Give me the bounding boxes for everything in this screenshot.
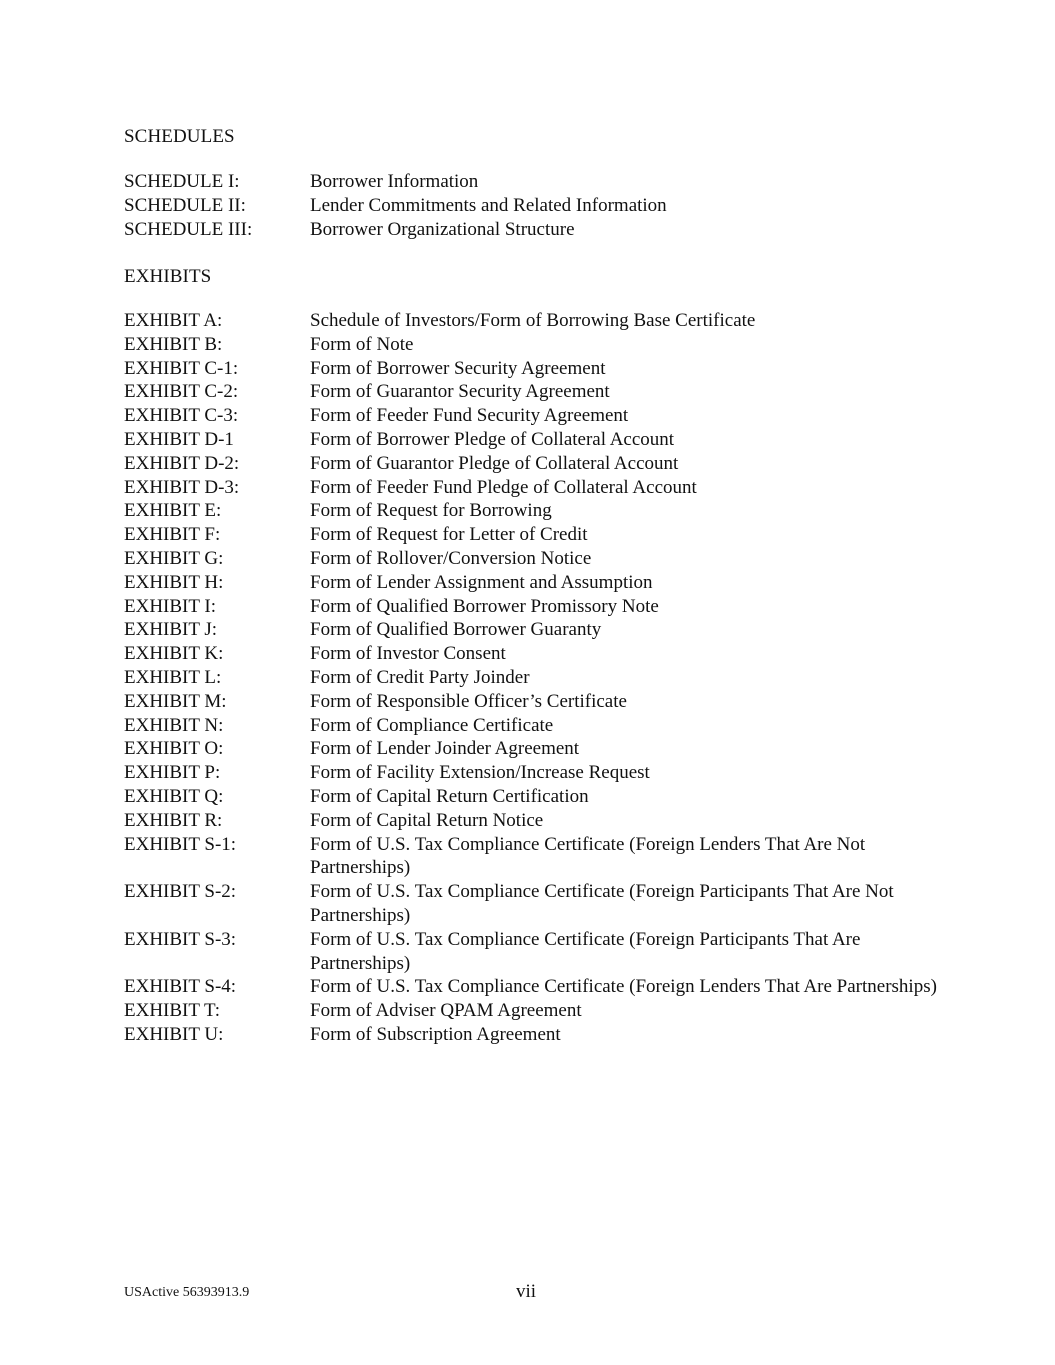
exhibit-label: EXHIBIT B: [124, 333, 223, 355]
exhibit-description: Form of U.S. Tax Compliance Certificate (Foreign Participants That Are Not Partnerships) [310, 881, 894, 926]
exhibit-description: Form of U.S. Tax Compliance Certificate (Foreign Lenders That Are Partnerships) [310, 976, 937, 998]
exhibit-label: EXHIBIT U: [124, 1023, 224, 1045]
exhibit-label: EXHIBIT H: [124, 571, 224, 593]
exhibit-description: Form of Guarantor Pledge of Collateral Account [310, 452, 679, 474]
exhibit-description: Form of Note [310, 333, 414, 355]
schedule-description: Borrower Information [310, 171, 479, 192]
schedule-label: SCHEDULE II: [124, 194, 246, 216]
exhibit-entry [124, 880, 944, 928]
exhibit-label: EXHIBIT S-1: [124, 833, 237, 855]
exhibit-description: Form of Borrower Pledge of Collateral Account [310, 428, 675, 450]
exhibit-entry [124, 571, 944, 595]
exhibit-label: EXHIBIT T: [124, 1000, 220, 1022]
exhibit-label: EXHIBIT S-3: [124, 928, 237, 950]
schedule-entry [124, 218, 944, 242]
exhibit-label: EXHIBIT Q: [124, 785, 224, 807]
schedule-description: Lender Commitments and Related Information [310, 194, 667, 216]
exhibit-label: EXHIBIT M: [124, 690, 227, 712]
exhibit-description: Form of Facility Extension/Increase Request [310, 762, 650, 784]
exhibit-label: EXHIBIT N: [124, 714, 224, 736]
exhibit-label: EXHIBIT C-3: [124, 405, 239, 427]
exhibit-label: EXHIBIT C-2: [124, 381, 239, 403]
exhibit-label: EXHIBIT R: [124, 809, 223, 831]
exhibit-label: EXHIBIT G: [124, 547, 224, 569]
schedule-description: Borrower Organizational Structure [310, 218, 575, 240]
exhibit-entry [124, 975, 944, 999]
exhibit-entry [124, 999, 944, 1023]
exhibit-label: EXHIBIT D-2: [124, 452, 240, 474]
exhibit-entry [124, 428, 944, 452]
exhibit-entry [124, 380, 944, 404]
exhibit-entry [124, 737, 944, 761]
exhibit-description: Form of Feeder Fund Security Agreement [310, 405, 629, 427]
exhibit-description: Form of Responsible Officer’s Certificate [310, 690, 627, 712]
schedules-heading: SCHEDULES [124, 126, 235, 147]
exhibit-entry [124, 1023, 944, 1047]
exhibit-label: EXHIBIT E: [124, 500, 222, 522]
exhibit-description: Form of Investor Consent [310, 643, 506, 665]
exhibit-description: Form of Request for Letter of Credit [310, 524, 588, 546]
exhibit-description: Form of Capital Return Notice [310, 809, 544, 831]
page-number: vii [516, 1281, 537, 1302]
exhibit-description: Form of Feeder Fund Pledge of Collateral Account [310, 476, 697, 498]
exhibit-label: EXHIBIT A: [124, 310, 223, 331]
exhibit-entry [124, 404, 944, 428]
exhibit-description: Form of Adviser QPAM Agreement [310, 1000, 582, 1022]
exhibit-entry [124, 666, 944, 690]
exhibit-description: Form of U.S. Tax Compliance Certificate (Foreign Lenders That Are Not Partnerships) [310, 833, 866, 879]
exhibit-entry [124, 333, 944, 357]
exhibit-label: EXHIBIT D-3: [124, 476, 240, 498]
exhibits-list [124, 309, 944, 1047]
exhibit-label: EXHIBIT S-2: [124, 881, 237, 903]
exhibit-entry [124, 642, 944, 666]
exhibit-label: EXHIBIT L: [124, 666, 222, 688]
exhibit-description: Form of Credit Party Joinder [310, 666, 530, 688]
exhibit-entry [124, 452, 944, 476]
exhibit-entry [124, 809, 944, 833]
exhibit-entry [124, 357, 944, 381]
exhibit-description: Form of Compliance Certificate [310, 714, 554, 736]
exhibit-label: EXHIBIT P: [124, 762, 221, 784]
schedule-entry [124, 170, 944, 194]
exhibit-entry [124, 499, 944, 523]
exhibit-entry [124, 309, 944, 333]
schedule-label: SCHEDULE III: [124, 218, 253, 240]
exhibit-description: Form of Subscription Agreement [310, 1023, 561, 1045]
exhibits-heading: EXHIBITS [124, 266, 212, 287]
exhibit-entry [124, 785, 944, 809]
exhibit-label: EXHIBIT J: [124, 619, 218, 641]
document-id: USActive 56393913.9 [124, 1285, 250, 1300]
exhibit-description: Form of Guarantor Security Agreement [310, 381, 610, 403]
exhibit-entry [124, 595, 944, 619]
schedules-list [124, 170, 944, 241]
exhibit-entry [124, 547, 944, 571]
exhibit-label: EXHIBIT O: [124, 738, 224, 760]
exhibit-description: Schedule of Investors/Form of Borrowing Base Certificate [310, 310, 756, 331]
exhibit-description: Form of U.S. Tax Compliance Certificate (Foreign Participants That Are Partnerships) [310, 928, 861, 974]
exhibit-description: Form of Borrower Security Agreement [310, 357, 606, 379]
exhibit-description: Form of Capital Return Certification [310, 785, 589, 807]
exhibit-label: EXHIBIT D-1 [124, 428, 234, 450]
exhibit-entry [124, 523, 944, 547]
exhibit-description: Form of Request for Borrowing [310, 500, 552, 522]
exhibit-description: Form of Lender Joinder Agreement [310, 738, 580, 760]
exhibit-description: Form of Qualified Borrower Guaranty [310, 619, 602, 641]
schedule-entry [124, 194, 944, 218]
exhibit-description: Form of Lender Assignment and Assumption [310, 571, 653, 593]
exhibit-entry [124, 690, 944, 714]
exhibit-entry [124, 761, 944, 785]
exhibit-description: Form of Qualified Borrower Promissory Note [310, 595, 659, 617]
exhibit-label: EXHIBIT C-1: [124, 357, 239, 379]
exhibit-label: EXHIBIT K: [124, 643, 224, 665]
exhibit-label: EXHIBIT S-4: [124, 976, 237, 998]
exhibit-entry [124, 618, 944, 642]
exhibit-label: EXHIBIT F: [124, 524, 221, 546]
exhibit-entry [124, 833, 944, 881]
exhibit-entry [124, 714, 944, 738]
exhibit-entry [124, 476, 944, 500]
exhibit-description: Form of Rollover/Conversion Notice [310, 547, 592, 569]
exhibit-entry [124, 928, 944, 976]
exhibit-label: EXHIBIT I: [124, 595, 216, 617]
schedule-label: SCHEDULE I: [124, 171, 240, 192]
